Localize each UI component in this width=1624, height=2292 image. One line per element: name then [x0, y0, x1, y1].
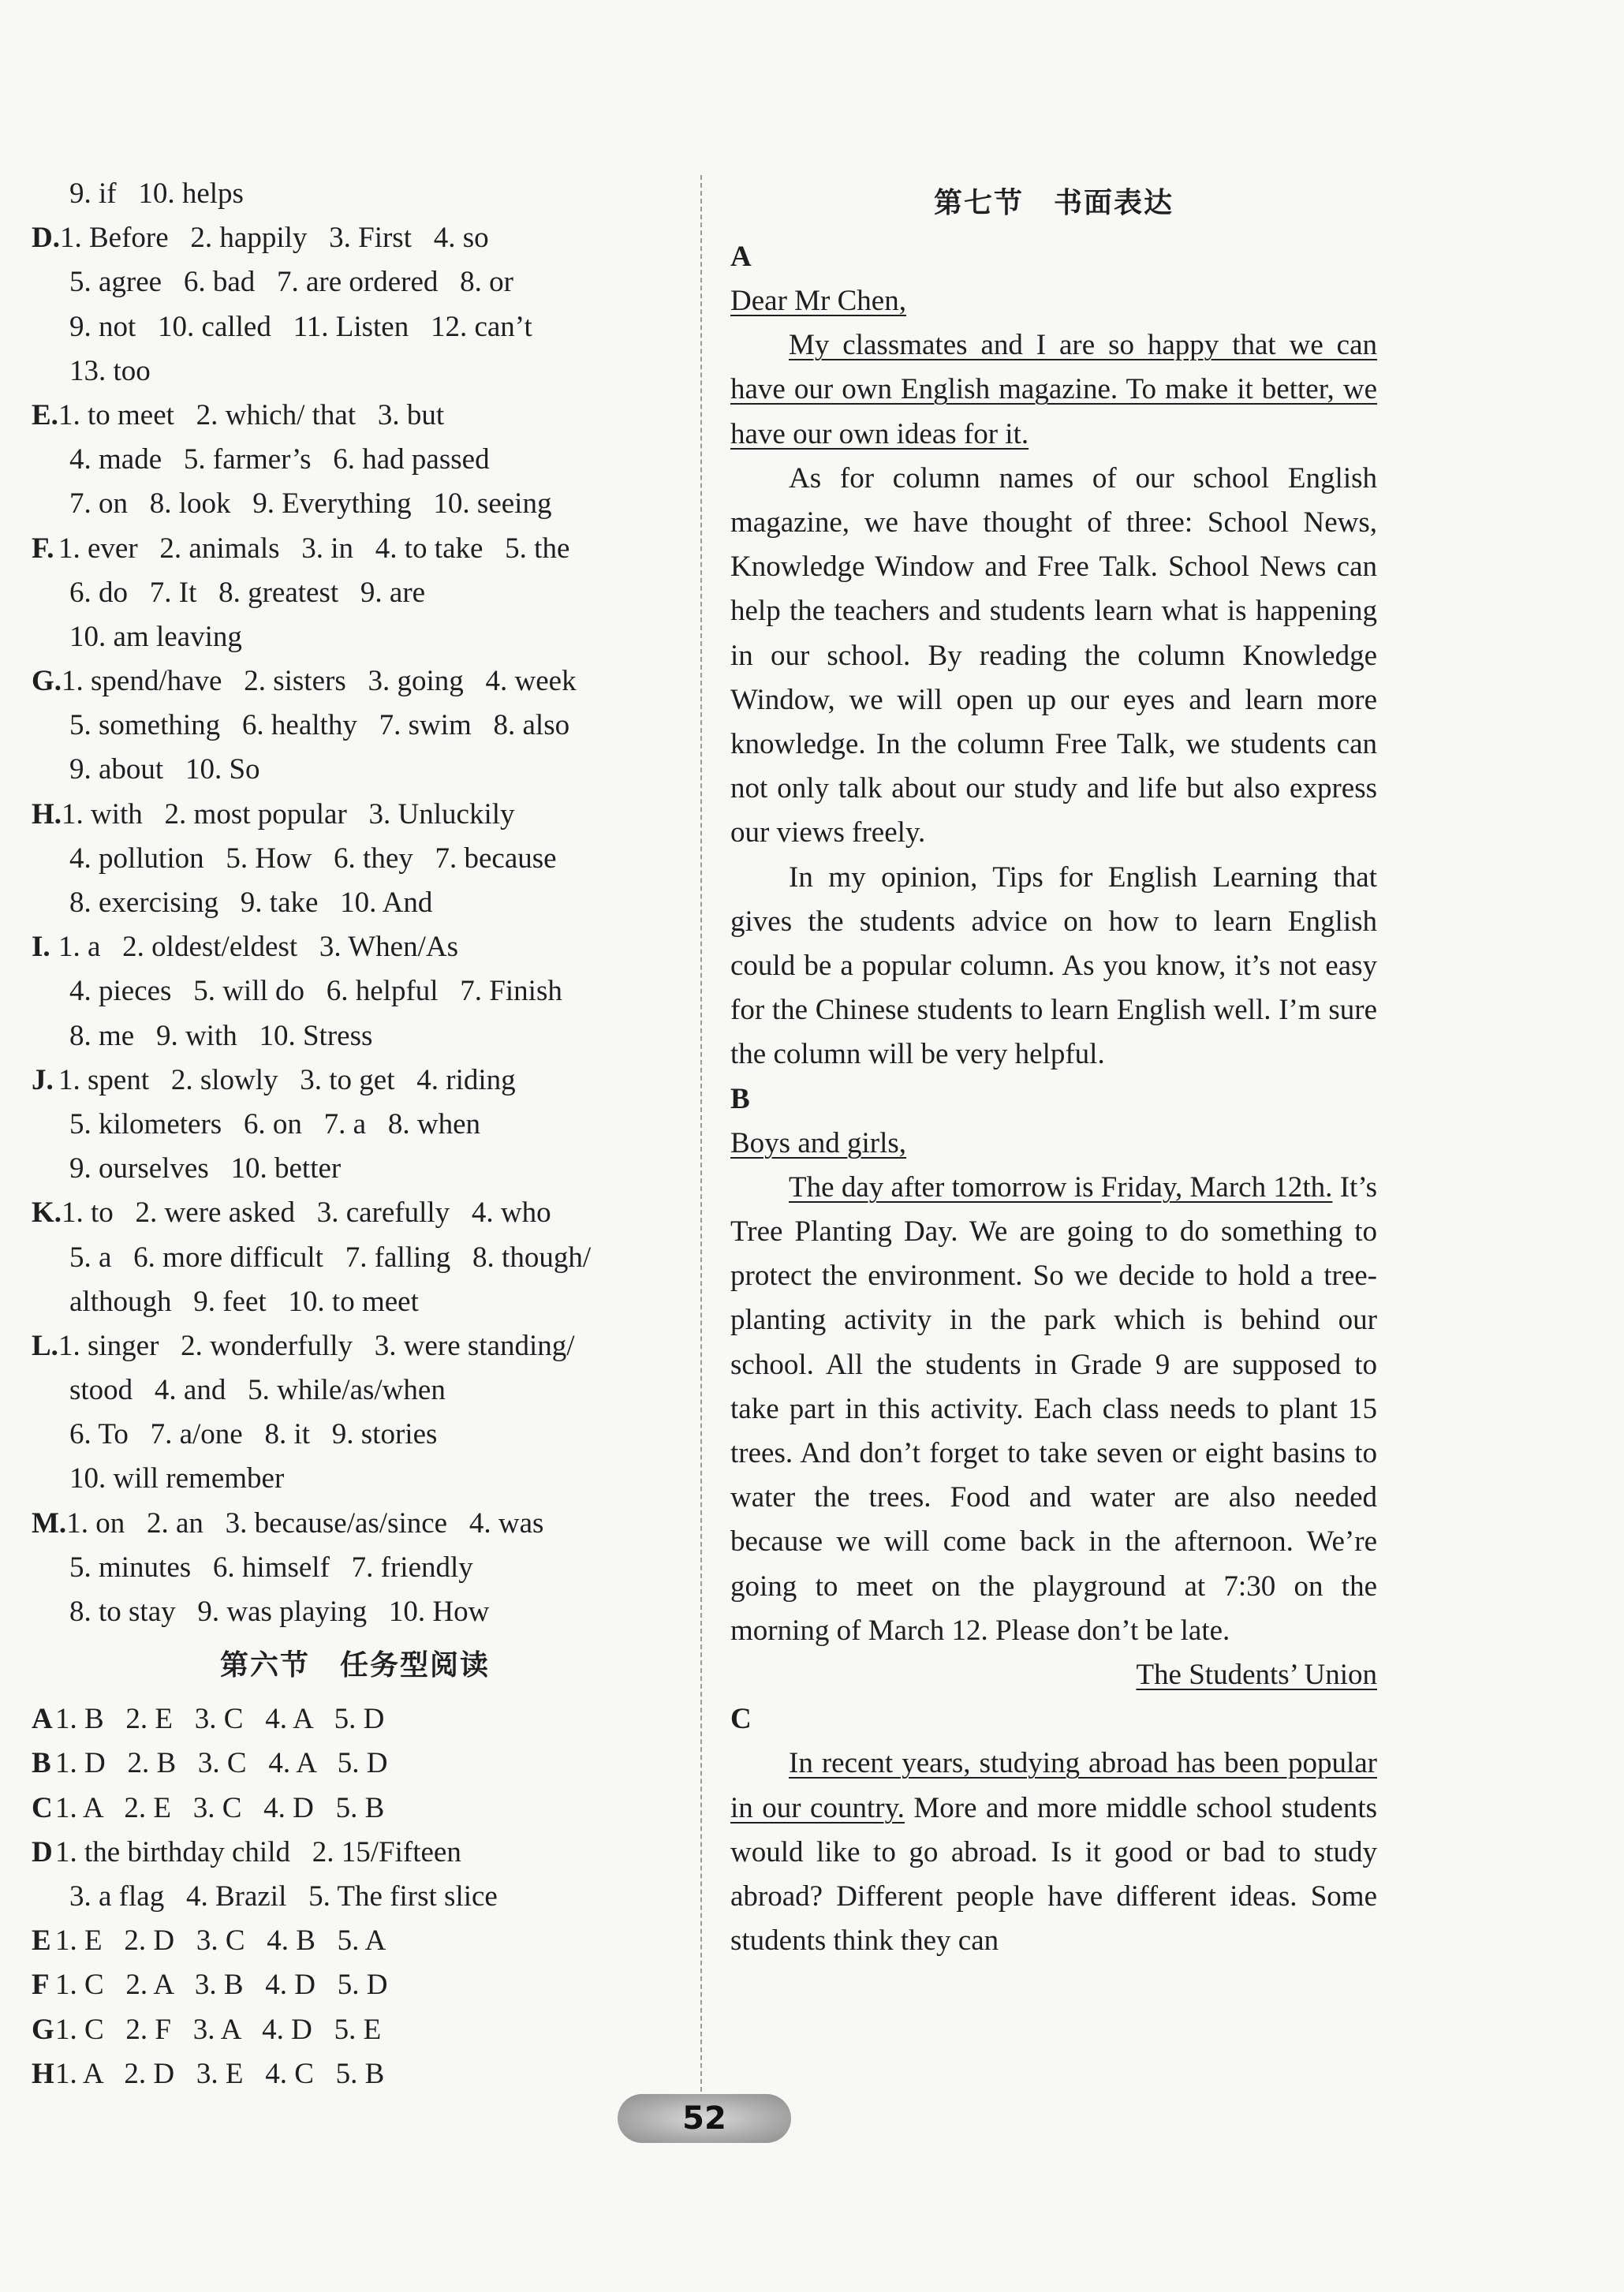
cloze-answer-line: [32, 881, 678, 925]
group-label: A: [32, 1703, 53, 1736]
essay-a-salutation: Dear Mr Chen,: [730, 285, 906, 317]
answer-text: 1. C 2. F 3. A 4. D 5. E: [55, 2013, 382, 2046]
answer-text: 1. to meet 2. which/ that 3. but: [58, 398, 445, 431]
group-label: C: [32, 1791, 53, 1824]
cloze-answer-line: [32, 704, 678, 748]
group-label: E.: [32, 398, 58, 431]
cloze-answer-line: [32, 793, 678, 837]
answer-text: 1. a 2. oldest/eldest 3. When/As: [58, 931, 458, 964]
answer-text: 8. me 9. with 10. Stress: [69, 1019, 373, 1052]
cloze-answer-line: [32, 659, 678, 704]
cloze-answer-line: [32, 1058, 678, 1103]
cloze-answer-line: [32, 1147, 678, 1191]
answer-text: 1. on 2. an 3. because/as/since 4. was: [66, 1506, 544, 1540]
group-label: F.: [32, 532, 54, 565]
task-answer-line: [32, 1697, 678, 1741]
essay-b-body: It’s Tree Planting Day. We are going to do something to protect the environment. So we decide to hold a tree-planting activity in the park which is behind our school. All the students in Grade 9 are supposed to take part in this activity. Each class needs to plant 15 trees. And don’t forget to take seven or eight basins to water the trees. Food and water are also needed because we will come back in the afternoon. We’re going to meet on the playground at 7:30 on the morning of March 12. Please don’t be late.: [730, 1170, 1377, 1647]
cloze-answer-line: [32, 1280, 678, 1324]
group-label: I.: [32, 931, 50, 964]
task-answer-line: [32, 1875, 678, 1919]
cloze-answer-line: [32, 216, 678, 260]
cloze-answer-line: [32, 925, 678, 969]
section7-title: 第七节 书面表达: [933, 187, 1174, 219]
right-column: [730, 172, 1377, 1963]
answer-text: 1. the birthday child 2. 15/Fifteen: [55, 1835, 461, 1868]
essay-c-label: C: [730, 1703, 752, 1736]
group-label: G: [32, 2013, 54, 2046]
cloze-answer-line: [32, 438, 678, 482]
cloze-answer-line: [32, 305, 678, 349]
answer-text: 1. C 2. A 3. B 4. D 5. D: [55, 1969, 388, 2002]
group-label: F: [32, 1969, 50, 2002]
essay-a-para1: As for column names of our school English magazine, we have thought of three: School News, Knowledge Window and Free Talk. School News can help the teachers and students learn what is happening in our school. By reading the column Knowledge Window, we will open up our eyes and learn more knowledge. In the column Free Talk, we students can not only talk about our study and life but also express our views freely.: [730, 461, 1377, 849]
essay-a-para2: In my opinion, Tips for English Learning that gives the students advice on how to learn English could be a popular column. As you know, it’s not easy for the Chinese students to learn English well. I’m sure the column will be very helpful.: [730, 860, 1377, 1071]
answer-text: 5. agree 6. bad 7. are ordered 8. or: [69, 266, 513, 299]
answer-text: 1. D 2. B 3. C 4. A 5. D: [55, 1747, 388, 1780]
cloze-answer-line: [32, 172, 678, 216]
group-label: M.: [32, 1506, 67, 1540]
cloze-answer-line: [32, 615, 678, 659]
group-label: H: [32, 2057, 54, 2090]
cloze-answer-line: [32, 1590, 678, 1634]
answer-text: 5. a 6. more difficult 7. falling 8. though/: [69, 1241, 592, 1274]
group-label: J.: [32, 1063, 54, 1096]
answer-text: 8. to stay 9. was playing 10. How: [69, 1596, 490, 1628]
answer-text: 1. Before 2. happily 3. First 4. so: [59, 222, 489, 255]
answer-text: 4. made 5. farmer’s 6. had passed: [69, 443, 490, 476]
column-divider: [700, 175, 702, 2100]
answer-text: 4. pollution 5. How 6. they 7. because: [69, 842, 557, 875]
essay-a-label: A: [730, 241, 752, 273]
answer-text: 5. minutes 6. himself 7. friendly: [69, 1551, 473, 1584]
cloze-answer-line: [32, 837, 678, 881]
group-label: B: [32, 1747, 51, 1780]
answer-text: although 9. feet 10. to meet: [69, 1285, 419, 1318]
answer-text: 1. spend/have 2. sisters 3. going 4. week: [62, 665, 577, 698]
essay-b-intro: The day after tomorrow is Friday, March 12th.: [789, 1170, 1333, 1204]
answer-text: 1. A 2. D 3. E 4. C 5. B: [55, 2057, 385, 2090]
group-label: H.: [32, 797, 62, 831]
answer-text: 9. if 10. helps: [69, 177, 244, 210]
answer-text: 4. pieces 5. will do 6. helpful 7. Finish: [69, 975, 562, 1008]
answer-text: 3. a flag 4. Brazil 5. The first slice: [69, 1880, 498, 1913]
cloze-answer-line: [32, 1236, 678, 1280]
cloze-answer-line: [32, 260, 678, 304]
cloze-answer-line: [32, 1103, 678, 1147]
answer-text: 1. B 2. E 3. C 4. A 5. D: [55, 1703, 385, 1736]
cloze-answer-line: [32, 527, 678, 571]
answer-text: 6. do 7. It 8. greatest 9. are: [69, 576, 426, 609]
cloze-answer-line: [32, 748, 678, 792]
answer-text: 6. To 7. a/one 8. it 9. stories: [69, 1418, 438, 1451]
task-answer-line: [32, 1741, 678, 1786]
essay-b-signature: The Students’ Union: [1136, 1659, 1377, 1692]
cloze-answer-line: [32, 1368, 678, 1413]
essay-c-intro: In recent years, studying abroad has been popular in our country.: [730, 1747, 1377, 1824]
answer-text: 1. E 2. D 3. C 4. B 5. A: [55, 1924, 386, 1958]
answer-text: 1. with 2. most popular 3. Unluckily: [62, 797, 515, 831]
cloze-answer-line: [32, 1014, 678, 1058]
answer-text: 5. something 6. healthy 7. swim 8. also: [69, 709, 570, 742]
cloze-answer-line: [32, 394, 678, 438]
left-column: [32, 172, 678, 2096]
cloze-answer-line: [32, 571, 678, 615]
group-label: L.: [32, 1329, 58, 1362]
task-answer-line: [32, 1786, 678, 1831]
task-answer-line: [32, 2052, 678, 2096]
answer-text: 9. not 10. called 11. Listen 12. can’t: [69, 310, 532, 343]
cloze-answer-line: [32, 1546, 678, 1590]
answer-text: 13. too: [69, 354, 151, 387]
answer-text: 1. ever 2. animals 3. in 4. to take 5. the: [58, 532, 570, 565]
task-answer-line: [32, 1963, 678, 2007]
answer-text: 1. spent 2. slowly 3. to get 4. riding: [58, 1063, 516, 1096]
essay-b-label: B: [730, 1082, 750, 1115]
cloze-answer-line: [32, 1502, 678, 1546]
cloze-answer-line: [32, 482, 678, 526]
task-answer-line: [32, 1831, 678, 1875]
cloze-answer-line: [32, 349, 678, 394]
task-answer-line: [32, 2008, 678, 2052]
answer-text: 10. will remember: [69, 1462, 285, 1495]
group-label: D.: [32, 222, 60, 255]
answer-text: 7. on 8. look 9. Everything 10. seeing: [69, 487, 552, 521]
answer-text: 8. exercising 9. take 10. And: [69, 887, 433, 919]
answer-text: 10. am leaving: [69, 620, 242, 653]
essay-b-salutation: Boys and girls,: [730, 1126, 907, 1159]
answer-text: 1. singer 2. wonderfully 3. were standing/: [58, 1329, 575, 1362]
group-label: D: [32, 1835, 53, 1868]
answer-text: stood 4. and 5. while/as/when: [69, 1374, 446, 1407]
cloze-answer-line: [32, 1413, 678, 1457]
group-label: E: [32, 1924, 51, 1958]
group-label: K.: [32, 1196, 62, 1230]
group-label: G.: [32, 665, 62, 698]
cloze-answer-line: [32, 1324, 678, 1368]
task-answer-line: [32, 1919, 678, 1963]
answer-text: 1. A 2. E 3. C 4. D 5. B: [55, 1791, 385, 1824]
answer-text: 1. to 2. were asked 3. carefully 4. who: [62, 1196, 551, 1230]
cloze-answer-line: [32, 1191, 678, 1235]
answer-text: 9. about 10. So: [69, 753, 260, 786]
essay-a-intro: My classmates and I are so happy that we can have our own English magazine. To make it better, we have our own ideas for it.: [730, 329, 1377, 450]
answer-text: 5. kilometers 6. on 7. a 8. when: [69, 1107, 480, 1140]
cloze-answer-line: [32, 969, 678, 1013]
cloze-answer-line: [32, 1457, 678, 1501]
answer-text: 9. ourselves 10. better: [69, 1152, 342, 1185]
page-number: 52: [618, 2094, 791, 2143]
section6-title: 第六节 任务型阅读: [219, 1649, 490, 1682]
essay-c-body: More and more middle school students would like to go abroad. Is it good or bad to study abroad? Different people have different ideas. Some students think they can: [730, 1791, 1378, 1958]
